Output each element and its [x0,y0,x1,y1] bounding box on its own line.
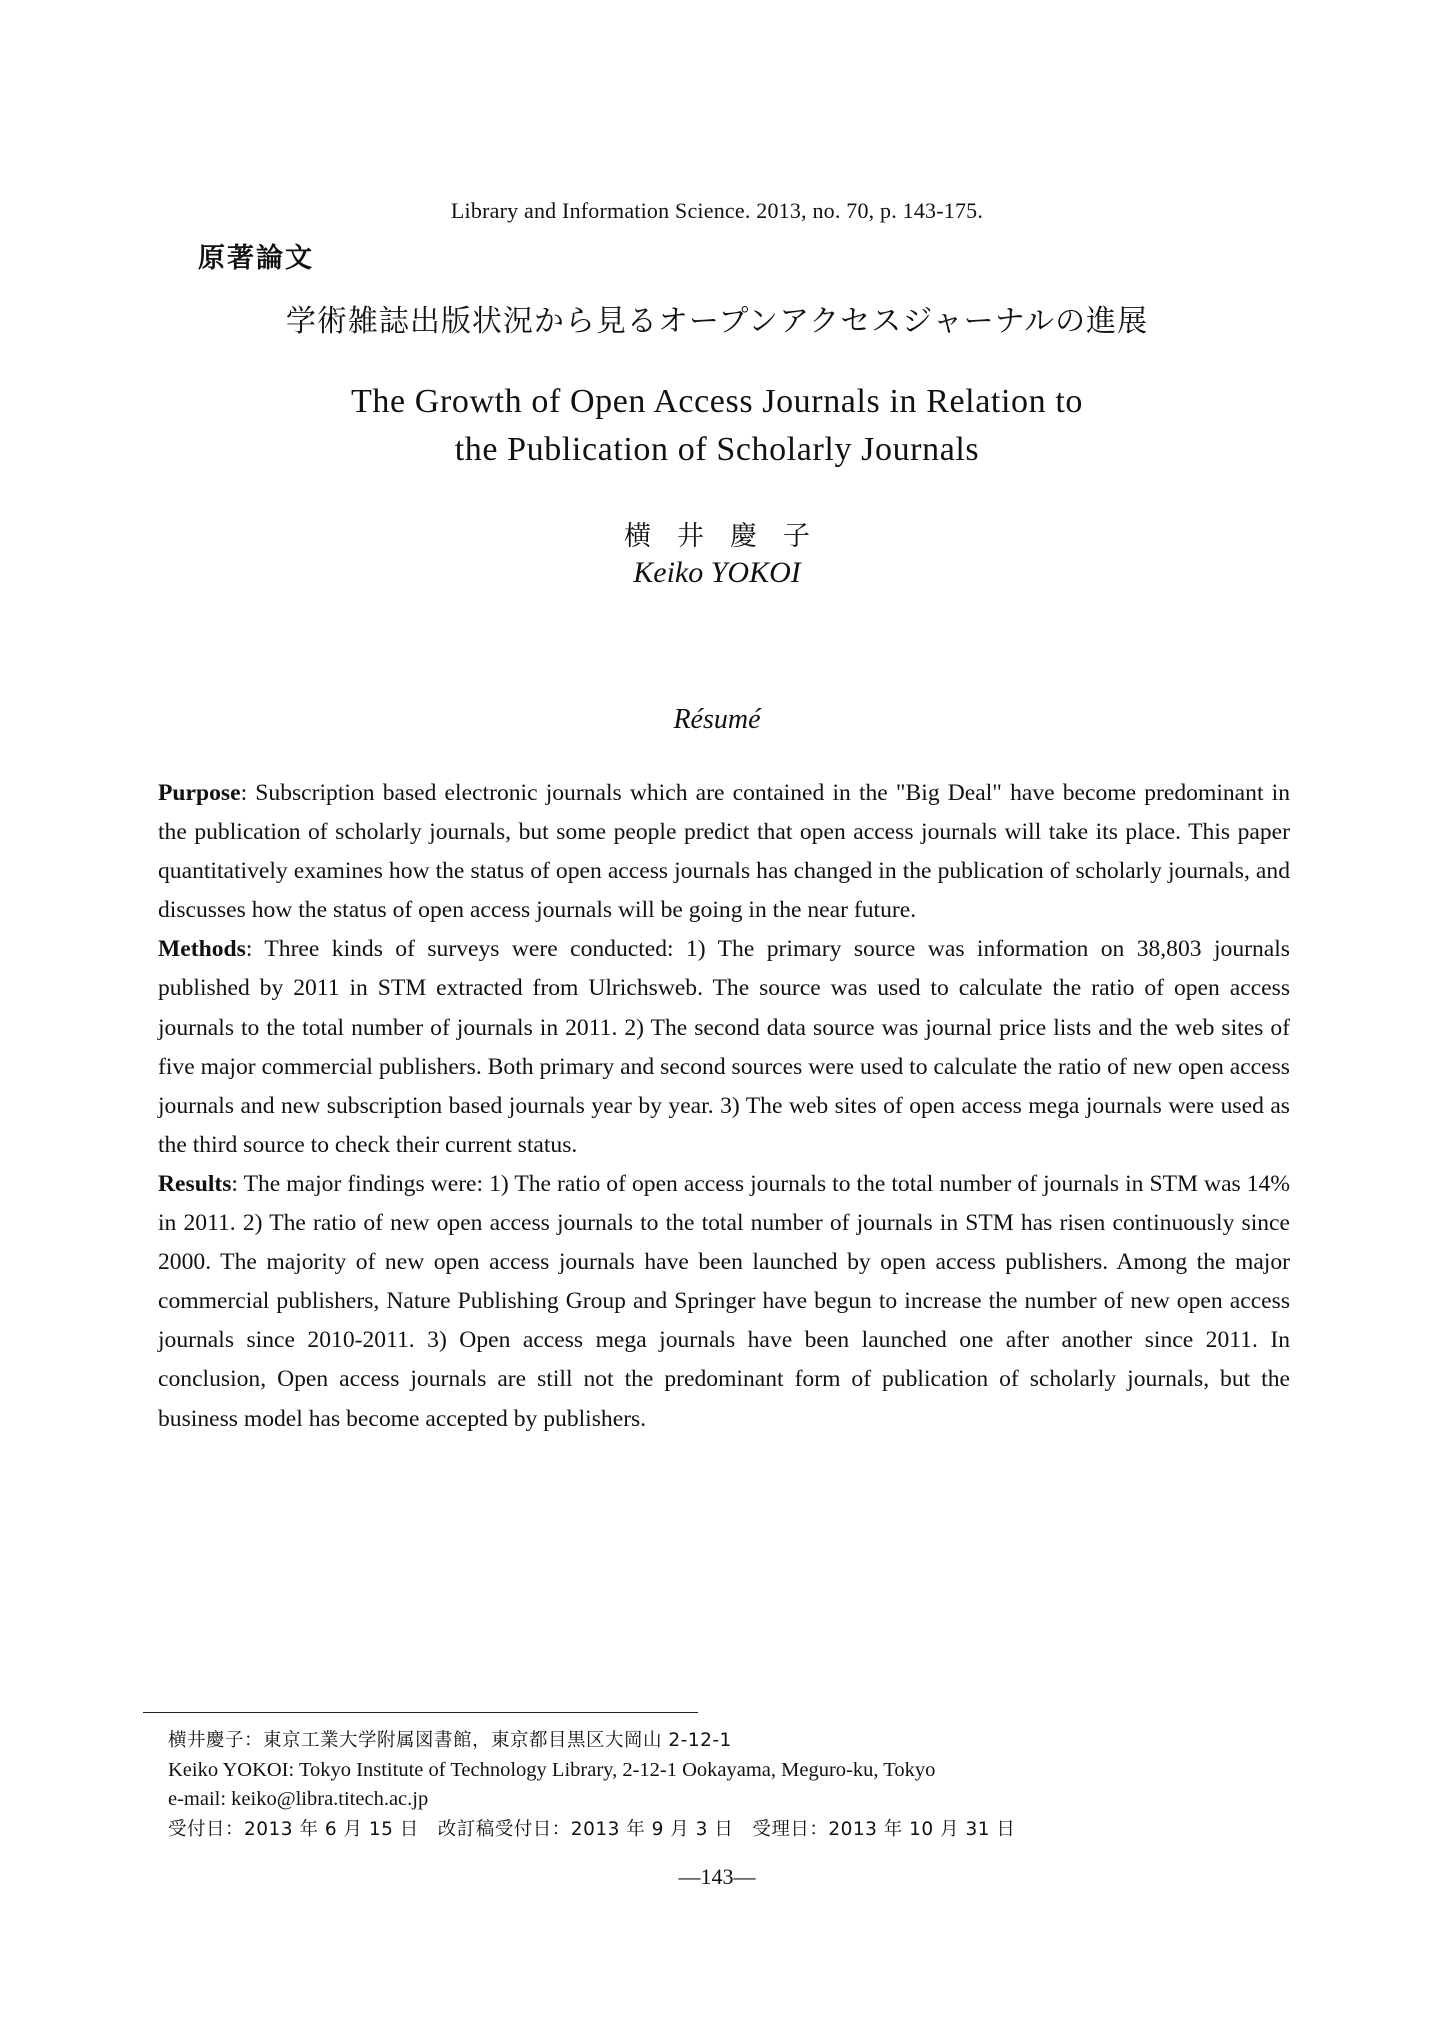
page-number: ―143― [678,1864,756,1889]
article-type-label: 原著論文 [198,243,314,274]
title-japanese: 学術雑誌出版状況から見るオープンアクセスジャーナルの進展 [285,304,1149,339]
abstract-purpose-text: : Subscription based electronic journals which are contained in the "Big Deal" have become predominant in the publication of scholarly journals, but some people predict that open access journals will take its place. This paper quantitatively examines how the status of open access journals has changed in the publication of scholarly journals, and discusses how the status of open access journals will be going in the near future. [158,780,1290,924]
abstract-methods-label: Methods [158,936,246,963]
abstract-methods [158,930,1290,1165]
affiliation-english: Keiko YOKOI: Tokyo Institute of Technology Library, 2-12-1 Ookayama, Meguro-ku, Tokyo [168,1758,936,1781]
abstract-results-text: : The major findings were: 1) The ratio of open access journals to the total number of journals in STM was 14% in 2011. 2) The ratio of new open access journals to the total number of journals in STM has risen continuously since 2000. The majority of new open access journals have been launched by open access publishers. Among the major commercial publishers, Nature Publishing Group and Springer have begun to increase the number of new open access journals since 2010-2011. 3) Open access mega journals have been launched one after another since 2011. In conclusion, Open access journals are still not the predominant form of publication of scholarly journals, but the business model has become accepted by publishers. [158,1170,1290,1432]
author-name-japanese: 横井慶子 [624,521,836,552]
author-name-english: Keiko YOKOI [633,556,801,589]
abstract-purpose [158,774,1290,930]
author-email: e-mail: keiko@libra.titech.ac.jp [168,1788,429,1810]
affiliation-japanese: 横井慶子：東京工業大学附属図書館，東京都目黒区大岡山 2-12-1 [168,1730,732,1751]
abstract-results-label: Results [158,1170,232,1197]
footnotes [168,1726,1288,1844]
journal-reference: Library and Information Science. 2013, no. 70, p. 143-175. [450,198,984,223]
abstract-methods-text: : Three kinds of surveys were conducted: 1) The primary source was information on 38,803 journals published by 2011 in STM extracted from Ulrichsweb. The source was used to calculate the ratio of open access journals to the total number of journals in 2011. 2) The second data source was journal price lists and the web sites of five major commercial publishers. Both primary and second sources were used to calculate the ratio of new open access journals and new subscription based journals year by year. 3) The web sites of open access mega journals were used as the third source to check their current status. [158,936,1290,1158]
abstract-results [158,1165,1290,1439]
title-english [0,378,1434,474]
abstract-purpose-label: Purpose [158,780,241,806]
title-english-line-1: The Growth of Open Access Journals in Relation to [351,383,1083,420]
submission-dates: 受付日：2013 年 6 月 15 日 改訂稿受付日：2013 年 9 月 3 日 受理日：2013 年 10 月 31 日 [168,1818,1016,1840]
title-english-line-2: the Publication of Scholarly Journals [454,431,980,468]
footnote-divider [143,1712,698,1713]
resume-heading: Résumé [673,704,761,735]
abstract [158,774,1290,1439]
